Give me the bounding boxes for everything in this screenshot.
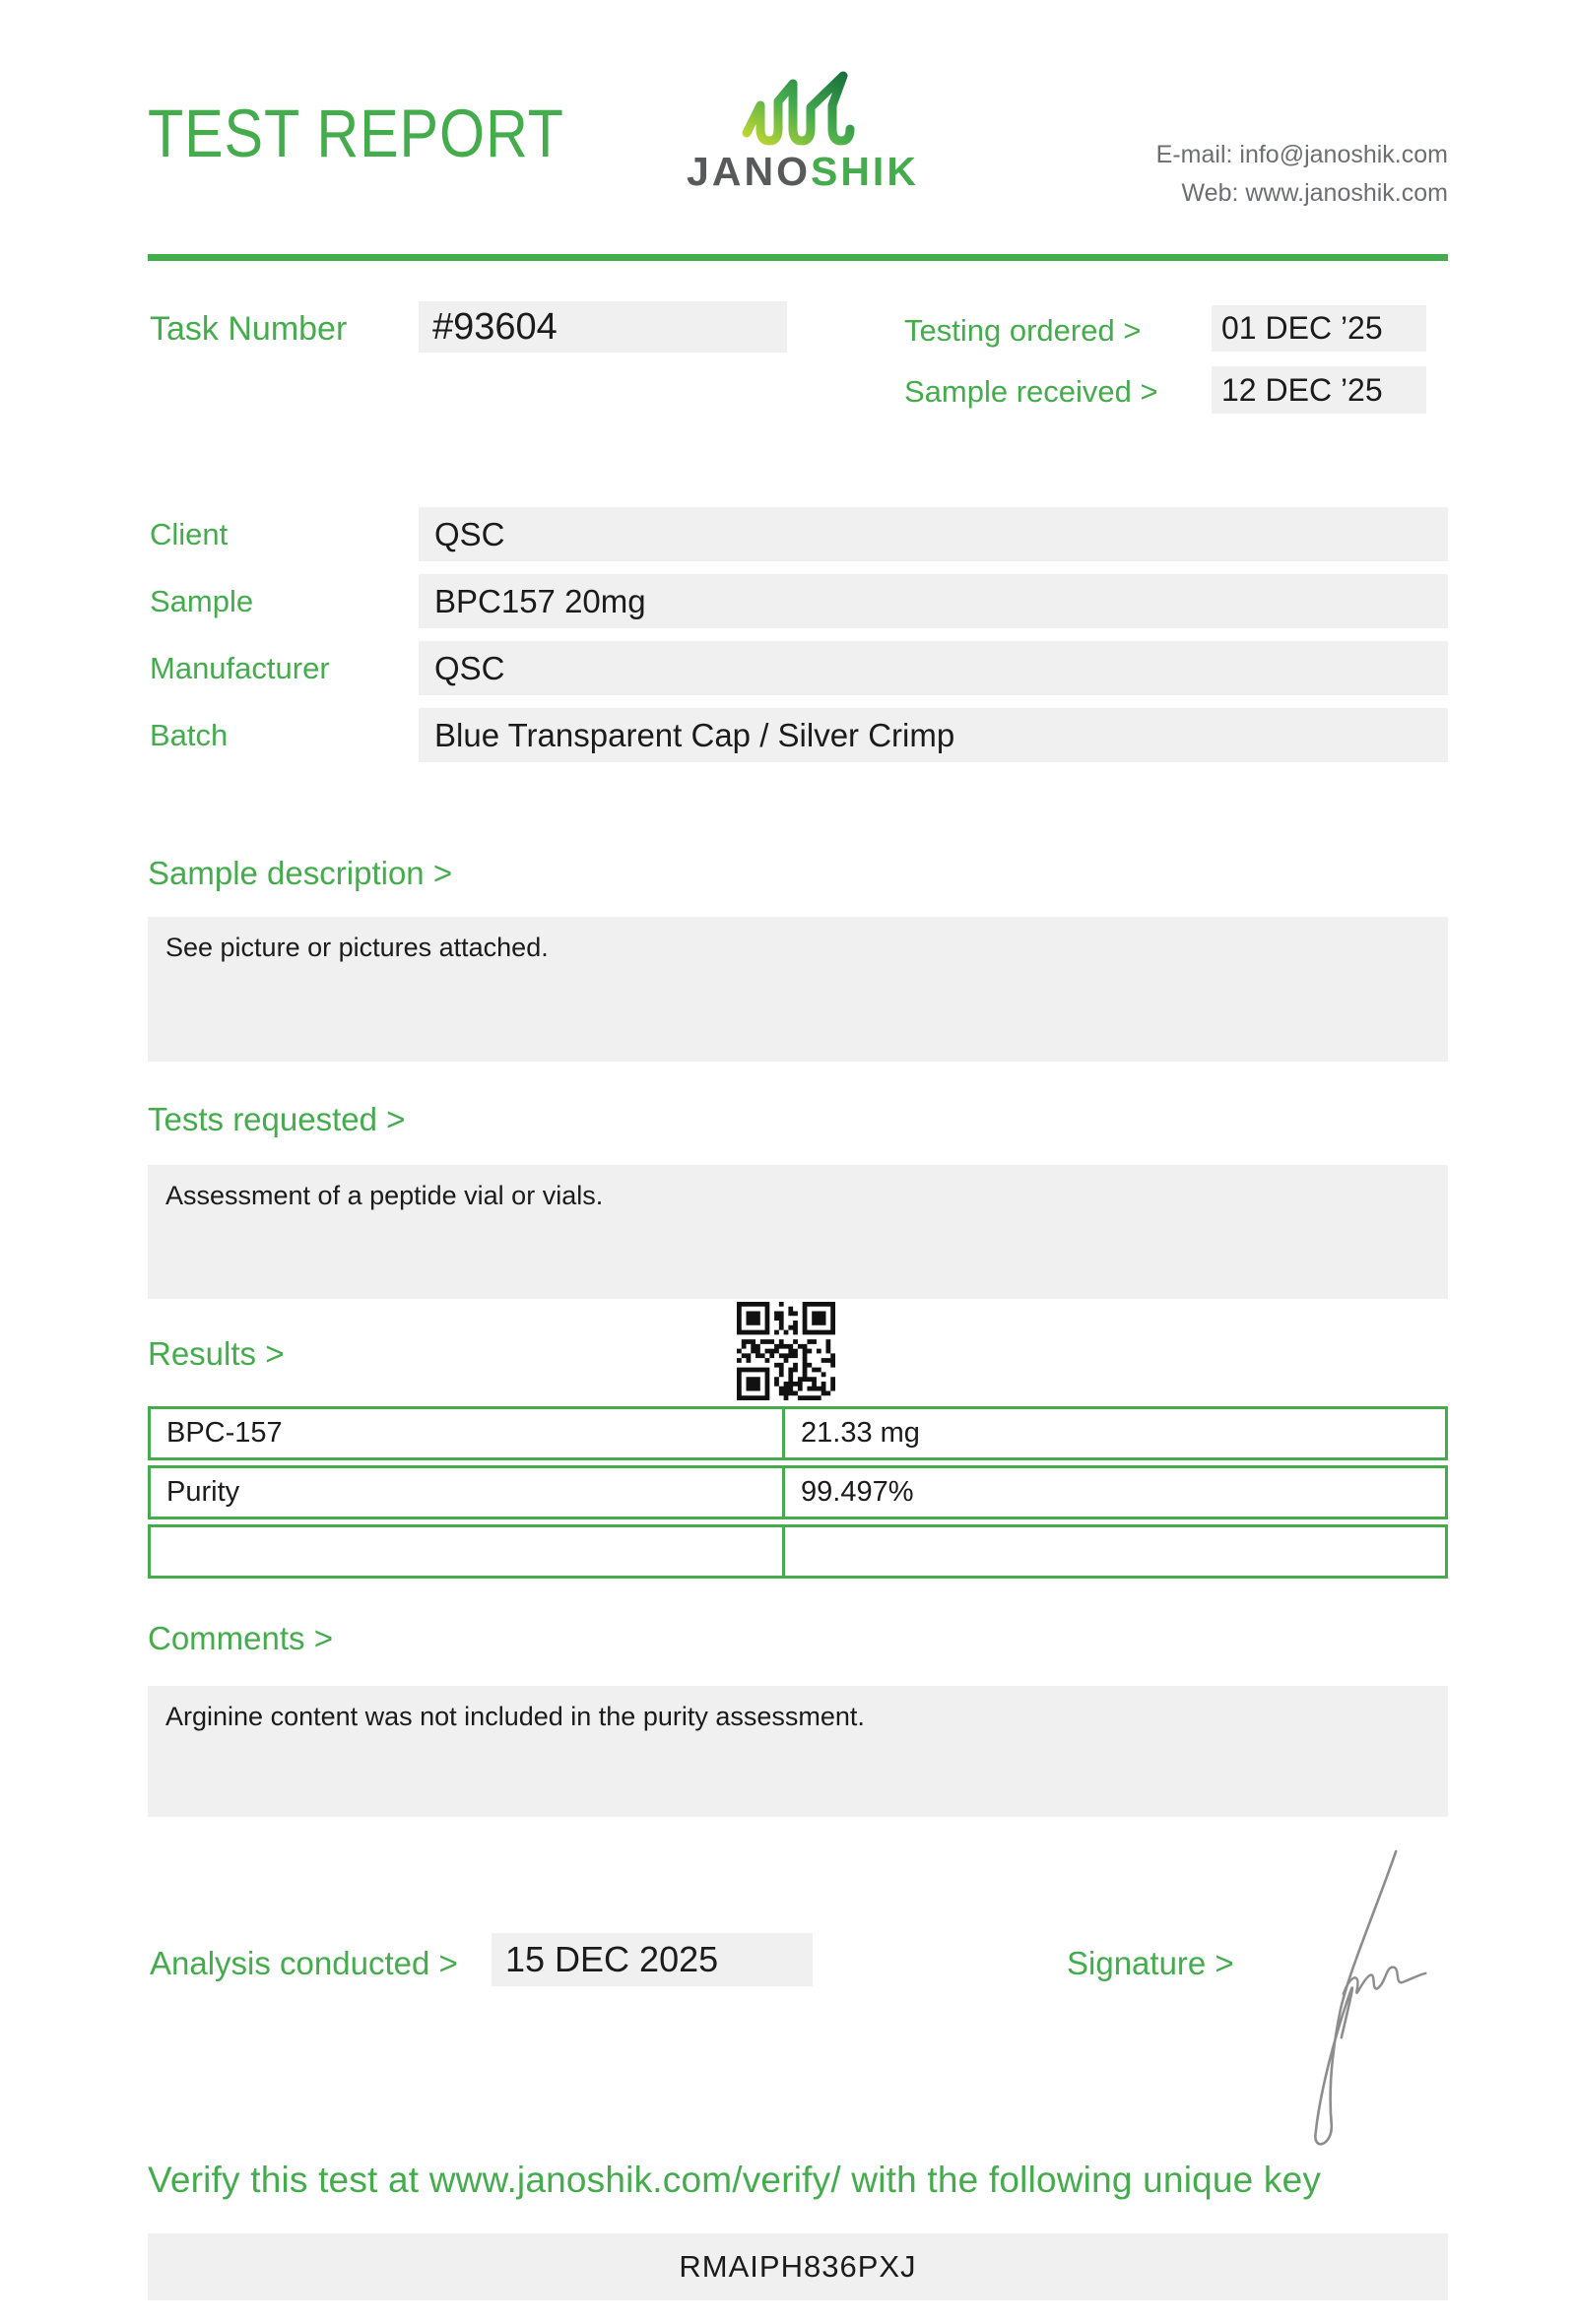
batch-value: Blue Transparent Cap / Silver Crimp xyxy=(419,708,1448,762)
batch-label: Batch xyxy=(150,718,229,752)
info-row-sample xyxy=(148,574,1448,628)
sample-received-date: 12 DEC ’25 xyxy=(1212,366,1426,414)
logo-word-shik: SHIK xyxy=(810,149,919,194)
analysis-conducted-label: Analysis conducted > xyxy=(150,1945,458,1981)
results-row-purity xyxy=(148,1465,1448,1519)
tests-requested-box xyxy=(148,1165,1448,1299)
manufacturer-value: QSC xyxy=(419,641,1448,695)
tests-requested-heading: Tests requested > xyxy=(148,1101,406,1137)
sample-description-box xyxy=(148,917,1448,1062)
logo-word-jano: JANO xyxy=(687,149,811,194)
results-row-empty xyxy=(148,1524,1448,1579)
testing-ordered-label: Testing ordered > xyxy=(904,313,1142,348)
client-label: Client xyxy=(150,517,229,551)
result-value xyxy=(785,1527,1445,1576)
verify-instruction: Verify this test at www.janoshik.com/verify/ with the following unique key xyxy=(148,2160,1322,2200)
sample-label: Sample xyxy=(150,584,254,618)
growth-chart-icon xyxy=(685,71,921,150)
signature-scribble xyxy=(1298,1843,1434,2170)
comments-box xyxy=(148,1686,1448,1817)
results-heading: Results > xyxy=(148,1335,285,1372)
janoshik-logo xyxy=(685,71,921,192)
sample-received-label: Sample received > xyxy=(904,374,1158,409)
contact-web: Web: www.janoshik.com xyxy=(1181,179,1448,207)
qr-code xyxy=(737,1302,835,1400)
results-row-substance xyxy=(148,1406,1448,1460)
logo-wordmark xyxy=(685,149,921,194)
result-value: 21.33 mg xyxy=(801,1417,920,1449)
sample-description-text: See picture or pictures attached. xyxy=(165,933,549,962)
result-name xyxy=(151,1527,785,1576)
contact-block xyxy=(1156,136,1448,213)
verify-key: RMAIPH836PXJ xyxy=(148,2233,1448,2300)
header-divider xyxy=(148,254,1448,261)
info-row-manufacturer xyxy=(148,641,1448,695)
sample-value: BPC157 20mg xyxy=(419,574,1448,628)
sample-description-heading: Sample description > xyxy=(148,855,453,891)
task-number-label: Task Number xyxy=(150,310,348,348)
info-row-batch xyxy=(148,708,1448,762)
analysis-date: 15 DEC 2025 xyxy=(492,1933,813,1986)
result-value: 99.497% xyxy=(801,1476,914,1508)
comments-heading: Comments > xyxy=(148,1620,333,1656)
contact-email: E-mail: info@janoshik.com xyxy=(1155,141,1448,168)
comments-text: Arginine content was not included in the purity assessment. xyxy=(165,1702,865,1731)
tests-requested-text: Assessment of a peptide vial or vials. xyxy=(165,1181,604,1210)
client-value: QSC xyxy=(419,507,1448,561)
task-number-value: #93604 xyxy=(419,301,787,353)
info-row-client xyxy=(148,507,1448,561)
manufacturer-label: Manufacturer xyxy=(150,651,330,685)
result-name: BPC-157 xyxy=(151,1409,785,1457)
testing-ordered-date: 01 DEC ’25 xyxy=(1212,305,1426,352)
result-name: Purity xyxy=(151,1468,785,1517)
page-title: TEST REPORT xyxy=(148,96,564,171)
signature-label: Signature > xyxy=(1067,1945,1234,1981)
